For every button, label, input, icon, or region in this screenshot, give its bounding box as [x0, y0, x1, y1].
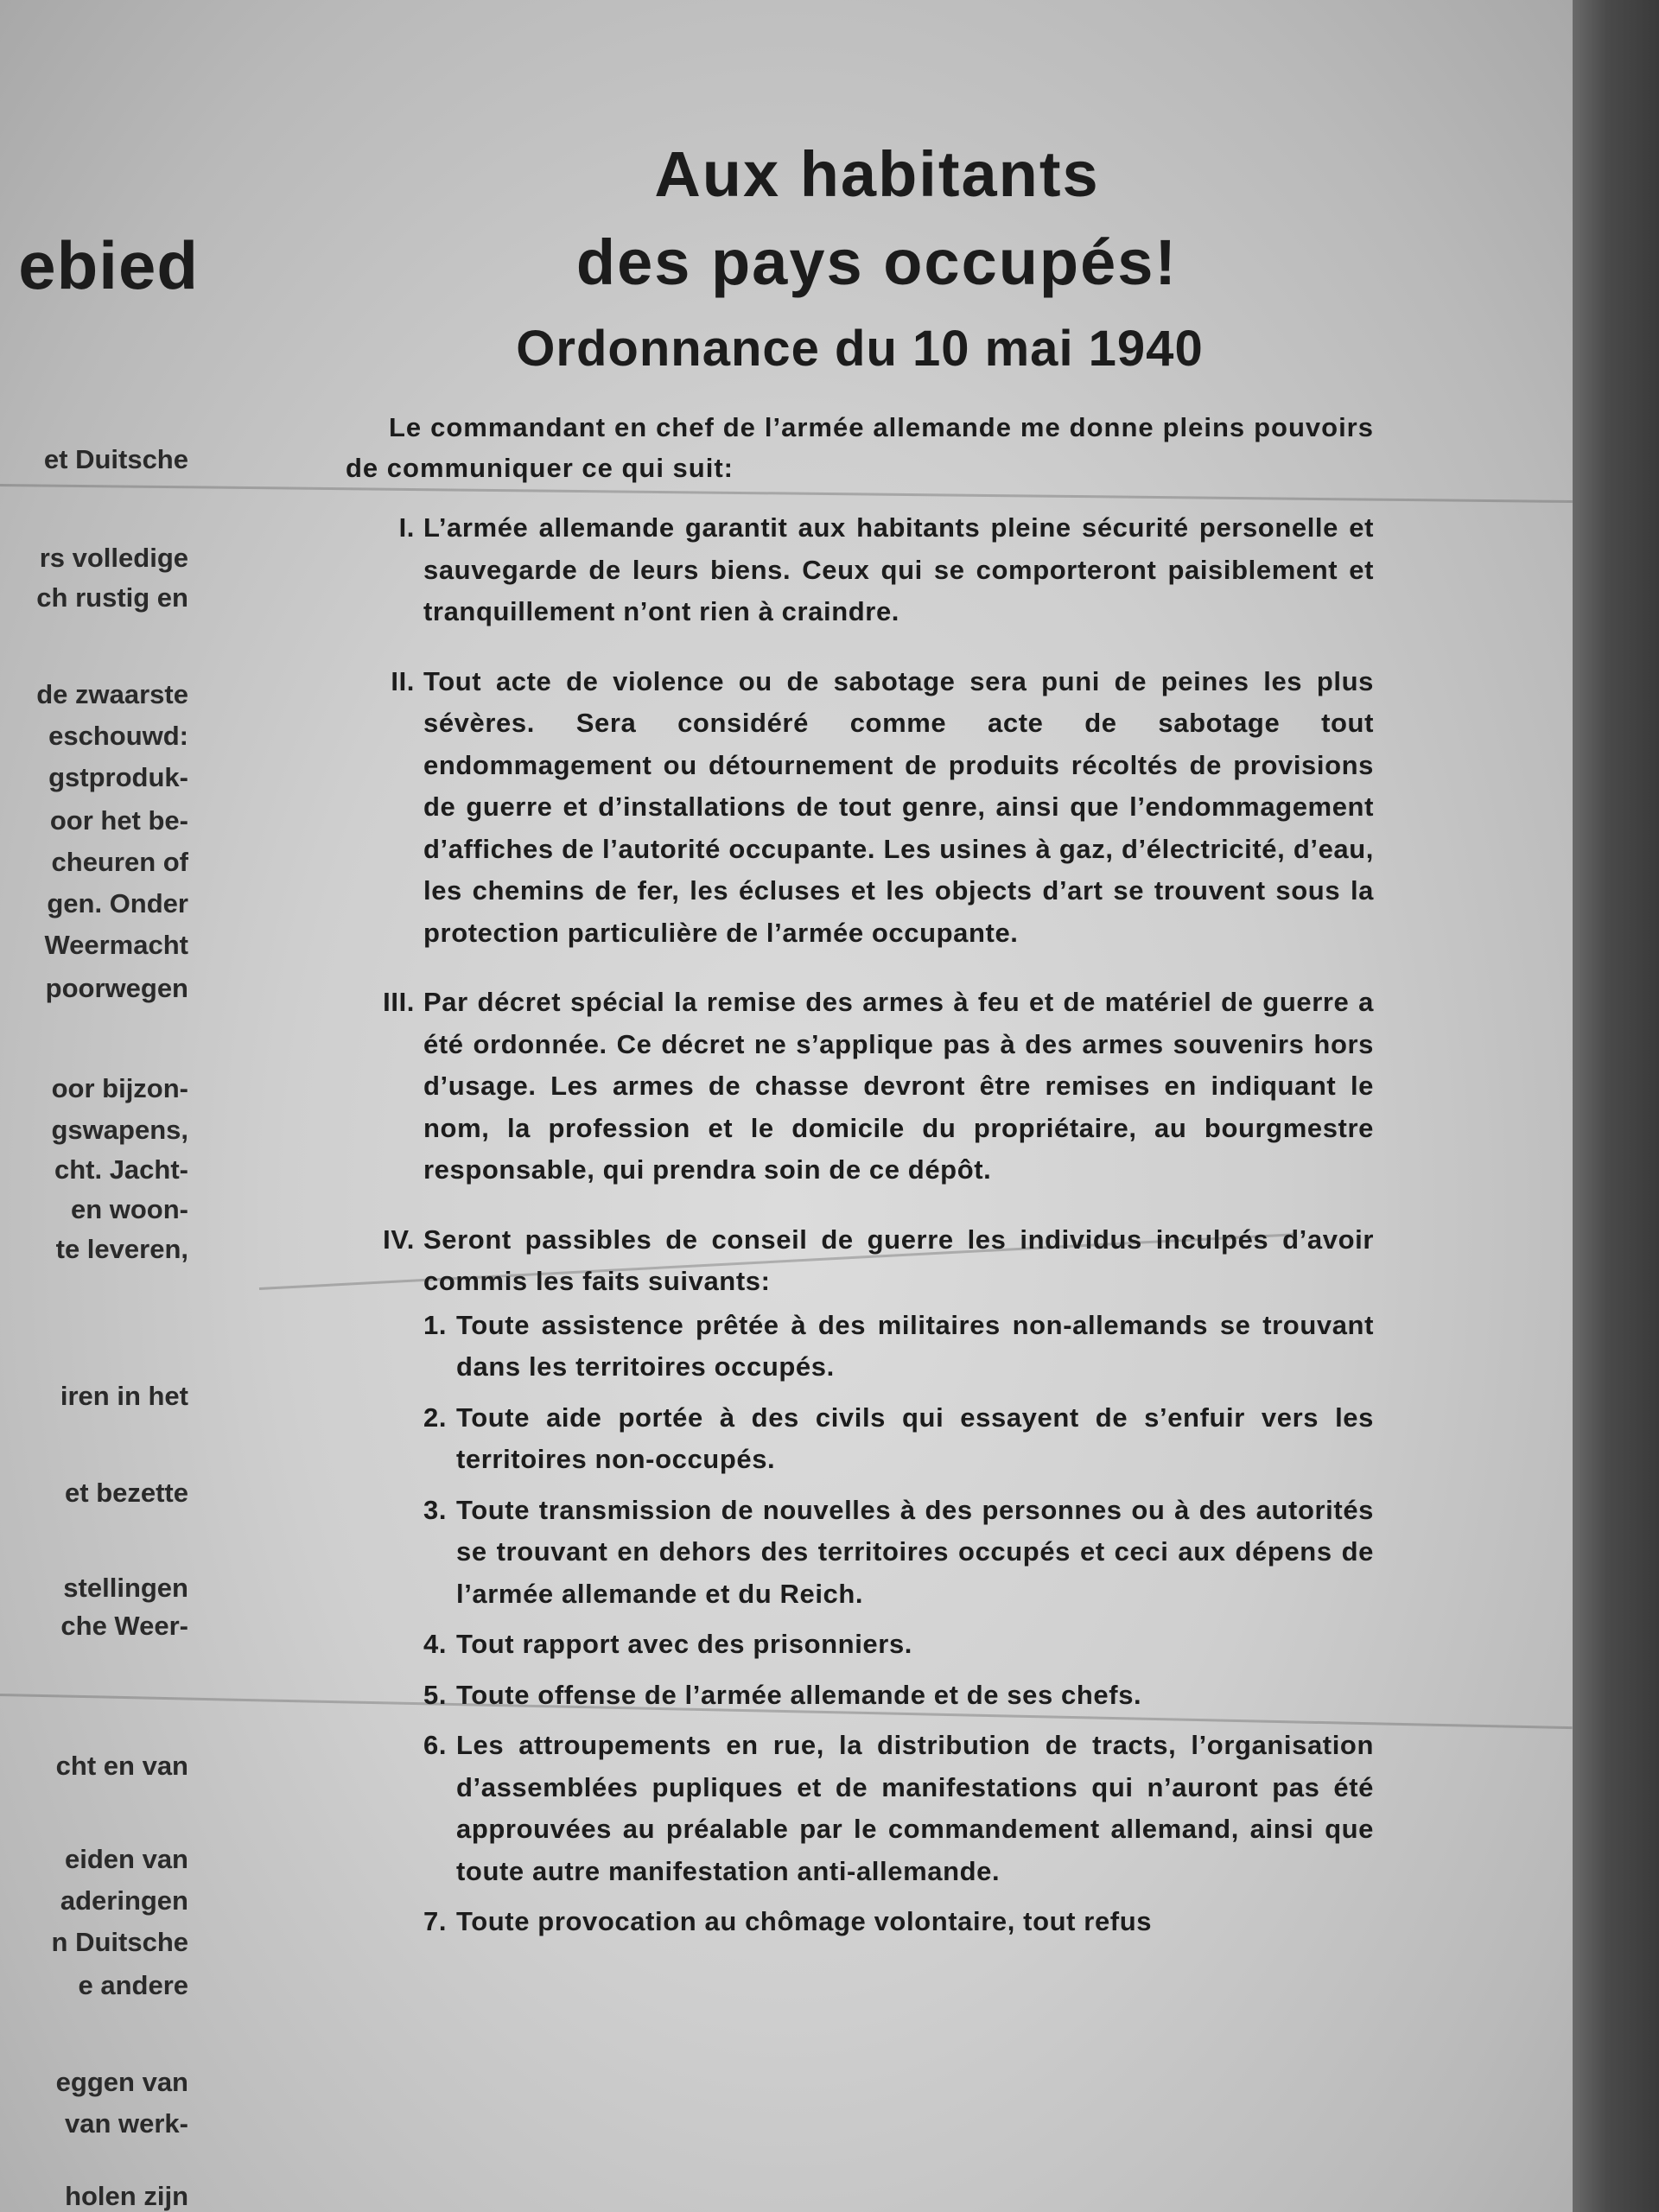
left-line: eschouwd: [48, 721, 188, 751]
list-item-number: 6. [423, 1730, 448, 1760]
list-item [423, 1305, 1374, 1389]
left-line: iren in het [60, 1381, 188, 1411]
notice-subtitle: Ordonnance du 10 mai 1940 [516, 321, 1204, 377]
list-item-text: Toute provocation au chômage volontaire, tout refus [456, 1906, 1153, 1936]
left-dutch-column [0, 0, 199, 2212]
section-4 [346, 1219, 1374, 1943]
section-3 [346, 982, 1374, 1192]
section-text: L’armée allemande garantit aux habitants pleine sécurité personelle et sauvegarde de leurs biens. Ceux qui se comporteront paisiblement et tranquillement n’ont rien à craindre. [423, 512, 1374, 626]
left-heading: ebied [18, 227, 199, 303]
list-item-number: 1. [423, 1309, 448, 1340]
section-number: III. [383, 987, 415, 1017]
french-notice [346, 130, 1374, 1971]
list-item-text: Toute transmission de nouvelles à des personnes ou à des autorités se trouvant en dehors des territoires occupés et ceci aux dépens de l’armée allemande et du Reich. [456, 1494, 1374, 1609]
list-item-number: 3. [423, 1494, 448, 1525]
offense-list [423, 1305, 1374, 1943]
list-item [423, 1901, 1374, 1943]
left-line: de zwaarste [36, 679, 188, 709]
list-item-text: Toute assistence prêtée à des militaires non-allemands se trouvant dans les territoires occupés. [456, 1309, 1374, 1382]
left-line: e andere [78, 1970, 188, 2000]
left-line: holen zijn [65, 2181, 188, 2211]
notice-title-line1: Aux habitants [654, 138, 1100, 210]
left-line: gen. Onder [47, 888, 188, 918]
left-line: gswapens, [51, 1115, 188, 1145]
list-item-number: 2. [423, 1402, 448, 1433]
section-number: I. [398, 512, 415, 543]
list-item [423, 1725, 1374, 1892]
left-line: rs volledige [39, 543, 188, 573]
section-text: Par décret spécial la remise des armes à feu et de matériel de guerre a été ordonnée. Ce décret ne s’applique pas à des armes souvenirs hors d’usage. Les armes de chasse devront être remises en indiquant le nom, la profession et le domicile du propriétaire, au bourgmestre responsable, qui prendra soin de ce dépôt. [423, 987, 1374, 1185]
left-line: te leveren, [55, 1234, 188, 1264]
left-line: eggen van [55, 2067, 188, 2097]
left-line: eiden van [65, 1844, 188, 1874]
notice-title-line2: des pays occupés! [575, 226, 1179, 298]
section-text: Tout acte de violence ou de sabotage sera puni de peines les plus sévères. Sera considéré comme acte de sabotage tout endommagement ou détournement de produits récoltés de provisions de guerre et d’installations de tout genre, ainsi que l’endommagement d’affiches de l’autorité occupante. Les usines à gaz, d’électricité, d’eau, les chemins de fer, les écluses et les objects d’art se trouvent sous la protection particulière de l’armée occupante. [423, 665, 1374, 948]
section-text: Seront passibles de conseil de guerre les individus inculpés d’avoir commis les faits suivants: [423, 1224, 1374, 1296]
list-item [423, 1624, 1374, 1666]
section-1 [346, 507, 1374, 633]
left-line: gstproduk- [48, 762, 188, 792]
left-line: en woon- [70, 1194, 188, 1224]
section-number: IV. [383, 1224, 415, 1255]
left-line: et Duitsche [43, 444, 188, 474]
section-2 [346, 661, 1374, 955]
list-item-text: Toute offense de l’armée allemande et de ses chefs. [456, 1679, 1142, 1710]
left-line: stellingen [63, 1573, 188, 1603]
list-item [423, 1490, 1374, 1616]
left-line: ch rustig en [36, 582, 188, 613]
left-line: cht. Jacht- [54, 1154, 188, 1185]
list-item [423, 1675, 1374, 1717]
wall-edge [1573, 0, 1659, 2212]
list-item-text: Tout rapport avec des prisonniers. [456, 1629, 912, 1659]
left-line: oor bijzon- [51, 1073, 188, 1103]
left-line: poorwegen [45, 973, 188, 1003]
left-line: cheuren of [51, 847, 188, 877]
left-line: van werk- [64, 2108, 188, 2139]
left-line: che Weer- [60, 1611, 188, 1641]
left-line: oor het be- [49, 805, 188, 836]
left-line: aderingen [60, 1885, 188, 1916]
list-item [423, 1397, 1374, 1481]
left-line: et bezette [65, 1478, 188, 1508]
left-line: n Duitsche [51, 1927, 188, 1957]
list-item-text: Toute aide portée à des civils qui essayent de s’enfuir vers les territoires non-occupés. [456, 1402, 1374, 1474]
notice-intro: Le commandant en chef de l’armée allemande me donne pleins pouvoirs de communiquer ce qui suit: [346, 412, 1374, 483]
section-number: II. [391, 665, 415, 696]
list-item-text: Les attroupements en rue, la distribution de tracts, l’organisation d’assemblées pupliques et de manifestations qui n’auront pas été approuvées au préalable par le commandement allemand, ainsi que toute autre manifestation anti-allemande. [456, 1730, 1374, 1886]
list-item-number: 7. [423, 1906, 448, 1936]
left-line: Weermacht [44, 930, 188, 960]
list-item-number: 4. [423, 1629, 448, 1659]
left-line: cht en van [55, 1751, 188, 1781]
list-item-number: 5. [423, 1679, 448, 1710]
